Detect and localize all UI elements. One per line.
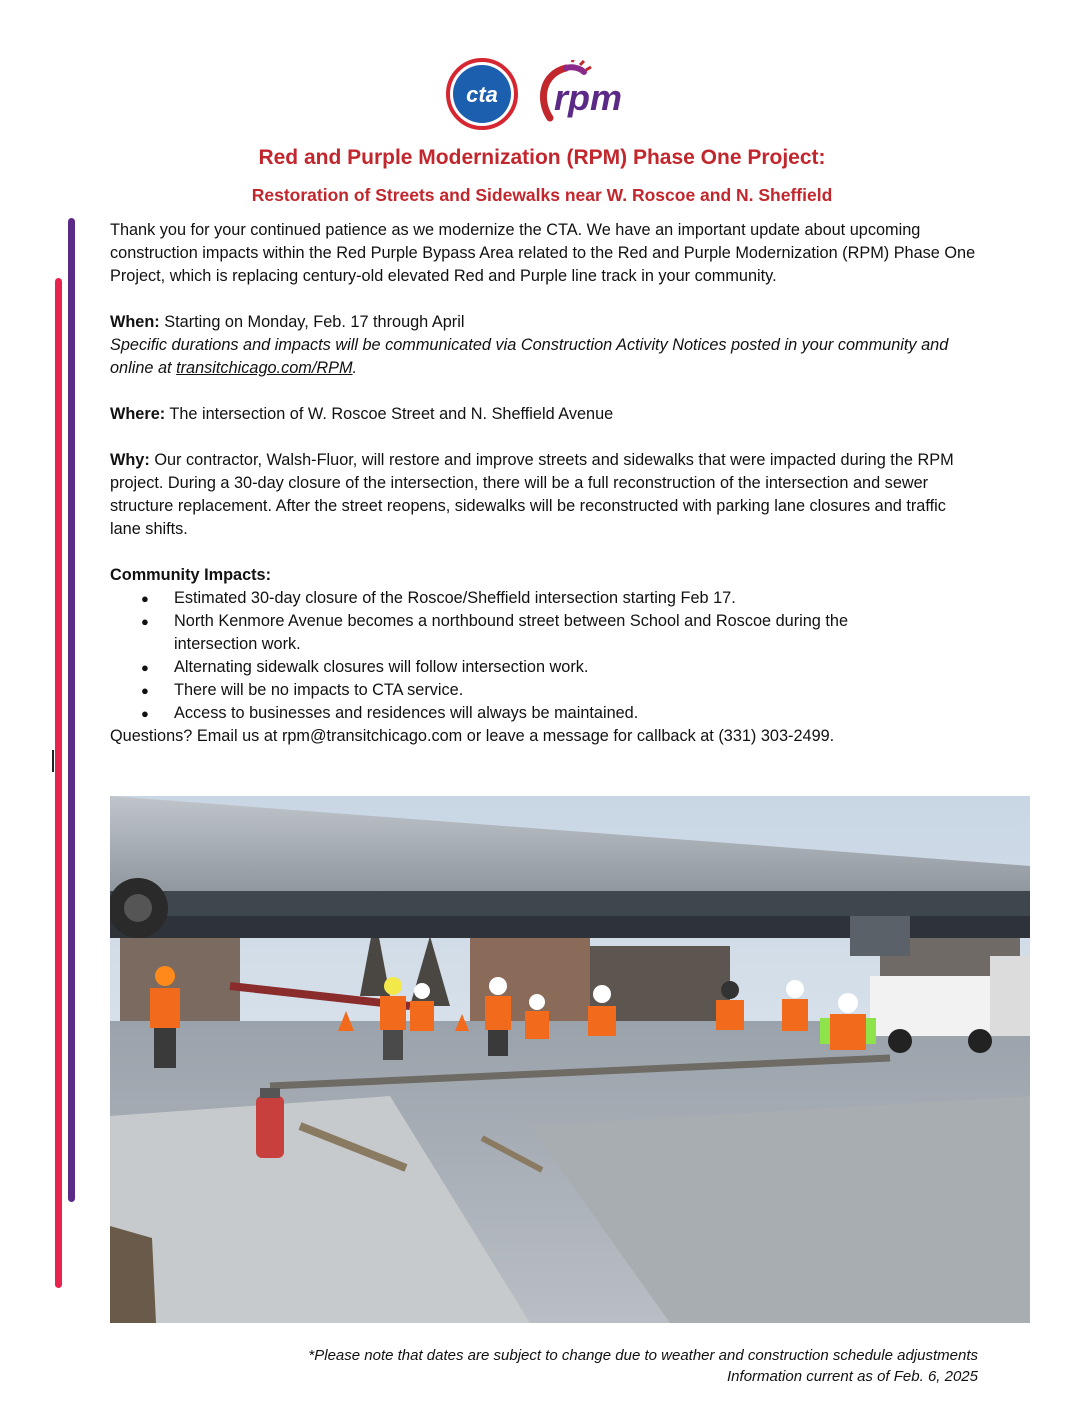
disclaimer-note: *Please note that dates are subject to change due to weather and construction schedule adjustments [308,1347,978,1364]
list-item: ● There will be no impacts to CTA service. [110,679,980,702]
footer-notes [308,1345,978,1387]
why-paragraph [110,449,980,541]
when-note-end: . [352,359,358,377]
when-label: When: [110,313,160,331]
list-item: ● Alternating sidewalk closures will follow intersection work. [110,656,980,679]
notice-body [110,219,980,748]
list-item: ● North Kenmore Avenue becomes a northbound street between School and Roscoe during the intersection work. [110,610,980,656]
rpm-logo-text: rpm [554,77,623,118]
list-item: ● Estimated 30-day closure of the Roscoe/Sheffield intersection starting Feb 17. [110,587,980,610]
construction-photo [110,796,1030,1323]
intro-paragraph: Thank you for your continued patience as we modernize the CTA. We have an important update about upcoming construction impacts within the Red Purple Bypass Area related to the Red and Purple Modernization (RPM) Phase One Project, which is replacing century-old elevated Red and Purple line track in your community. [110,221,976,285]
rpm-website-link[interactable]: transitchicago.com/RPM [176,359,353,377]
page-subtitle: Restoration of Streets and Sidewalks near W. Roscoe and N. Sheffield [251,185,833,205]
red-accent-bar [55,278,62,1288]
questions-line: Questions? Email us at rpm@transitchicago.com or leave a message for callback at (331) 303-2499. [110,727,835,745]
impacts-heading [110,564,980,587]
page-title: Red and Purple Modernization (RPM) Phase One Project: [258,146,826,169]
when-text: Starting on Monday, Feb. 17 through April [159,313,465,331]
impacts-list [110,587,980,725]
when-note-text: Specific durations and impacts will be communicated via Construction Activity Notices posted in your community and online at [110,336,949,377]
purple-accent-bar [68,218,75,1202]
cta-logo-text: cta [466,82,498,107]
logo-group [446,58,646,134]
cta-logo [446,58,518,130]
where-text: The intersection of W. Roscoe Street and N. Sheffield Avenue [165,405,614,423]
where-label: Where: [110,405,166,423]
list-item: ● Access to businesses and residences will always be maintained. [110,702,980,725]
where-line [110,403,980,426]
why-text: Our contractor, Walsh-Fluor, will restore and improve streets and sidewalks that were impacted during the RPM project. During a 30-day closure of the intersection, there will be a full reconstruction of the intersection and sewer structure replacement. After the street reopens, sidewalks will be reconstructed with parking lane closures and traffic lane shifts. [110,451,954,538]
why-label: Why: [110,451,150,469]
when-line [110,311,980,334]
when-note [110,334,980,380]
rpm-logo [536,60,646,132]
info-current-date: Information current as of Feb. 6, 2025 [727,1368,978,1385]
margin-mark [52,750,54,772]
impacts-label: Community Impacts: [110,566,272,584]
